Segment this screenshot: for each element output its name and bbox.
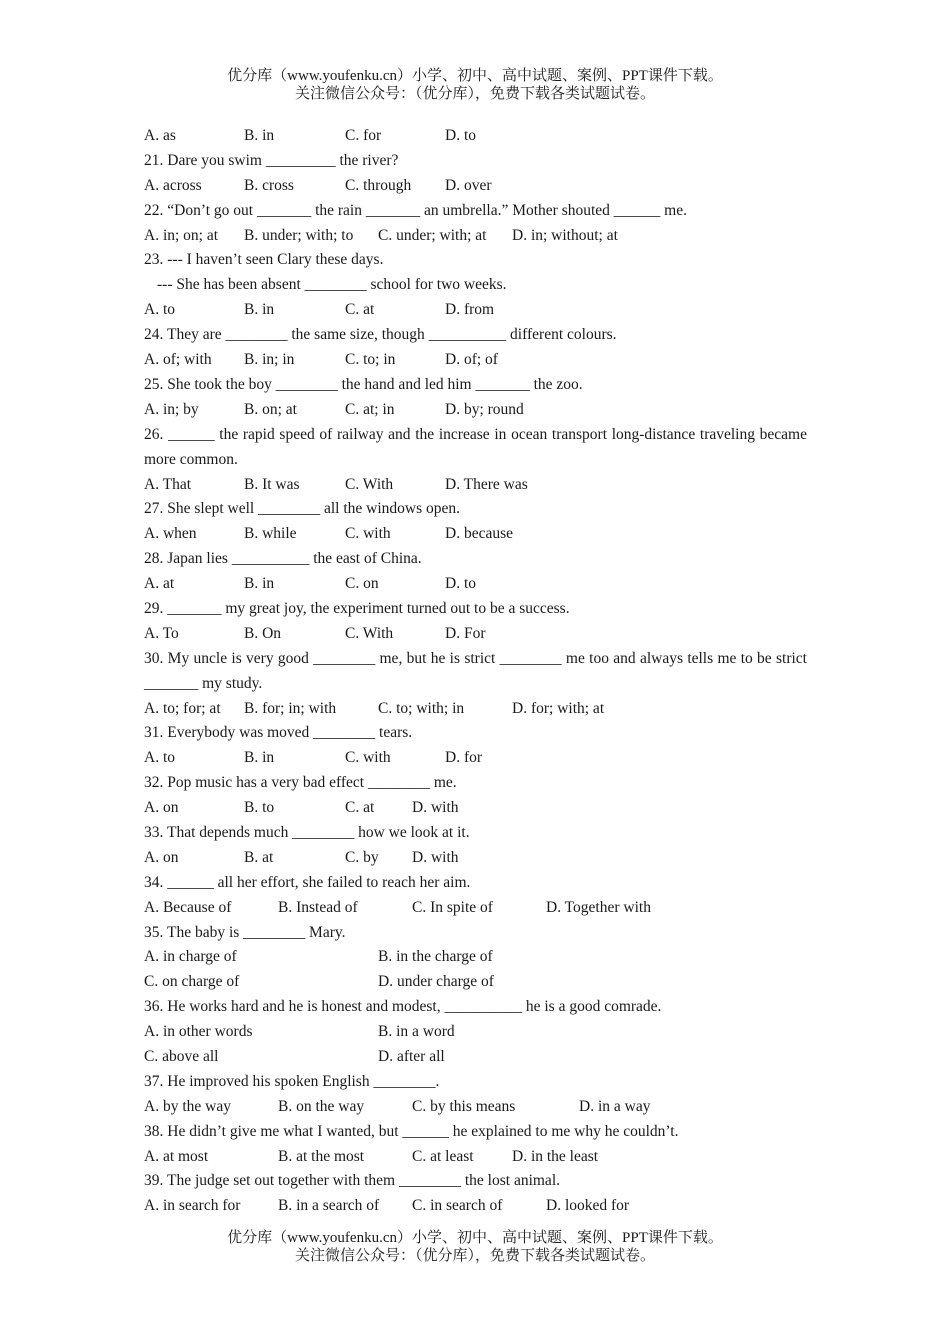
q39-option-d: D. looked for xyxy=(546,1197,630,1215)
q21-options xyxy=(144,174,807,199)
q34-option-a: A. Because of xyxy=(144,898,232,916)
q23-option-d: D. from xyxy=(445,301,495,319)
q21-option-b: B. cross xyxy=(244,176,294,194)
q29-options xyxy=(144,622,807,647)
q35-option-b: B. in the charge of xyxy=(378,948,493,966)
q38-option-c: C. at least xyxy=(412,1147,474,1165)
q32-option-c: C. at xyxy=(345,799,375,817)
q33-stem: 33. That depends much ________ how we look at it. xyxy=(144,824,470,841)
q25-option-c: C. at; in xyxy=(345,400,395,418)
q34-stem: 34. ______ all her effort, she failed to reach her aim. xyxy=(144,873,471,891)
q27-option-a: A. when xyxy=(144,525,197,543)
q36-options-row-2 xyxy=(144,1045,807,1070)
header-line-2: 关注微信公众号：（优分库），免费下载各类试题试卷。 xyxy=(294,86,655,102)
q21-option-d: D. over xyxy=(445,176,492,194)
q31-option-b: B. in xyxy=(244,749,275,767)
footer-line-1: 优分库（www.youfenku.cn）小学、初中、高中试题、案例、PPT课件下载。 xyxy=(227,1230,723,1246)
q35-options-row-2 xyxy=(144,970,807,995)
q23-stem: 23. --- I haven’t seen Clary these days. xyxy=(144,251,384,269)
q34-option-c: C. In spite of xyxy=(412,898,493,916)
q29-option-a: A. To xyxy=(144,624,179,642)
q28-stem: 28. Japan lies __________ the east of China. xyxy=(144,550,422,568)
header-line-1: 优分库（www.youfenku.cn）小学、初中、高中试题、案例、PPT课件下载。 xyxy=(227,68,723,84)
q25-option-b: B. on; at xyxy=(244,400,297,418)
q37-stem: 37. He improved his spoken English ________. xyxy=(144,1072,440,1090)
q34-options xyxy=(144,896,807,921)
q23-option-a: A. to xyxy=(144,301,175,319)
q27-option-b: B. while xyxy=(244,525,297,543)
q39-option-c: C. in search of xyxy=(412,1197,503,1215)
q29-option-d: D. For xyxy=(445,624,486,642)
q35-options-row-1 xyxy=(144,945,807,970)
q29-option-c: C. With xyxy=(345,624,394,642)
q27-option-c: C. with xyxy=(345,525,391,543)
q30-option-d: D. for; with; at xyxy=(512,699,605,717)
q23-stem-reply: --- She has been absent ________ school for two weeks. xyxy=(157,276,507,294)
q35-option-a: A. in charge of xyxy=(144,948,237,966)
q26-option-c: C. With xyxy=(345,475,394,493)
q28-option-c: C. on xyxy=(345,575,379,593)
q38-option-b: B. at the most xyxy=(278,1147,365,1165)
q24-option-b: B. in; in xyxy=(244,351,295,369)
q36-option-d: D. after all xyxy=(378,1048,445,1066)
q26-option-a: A. That xyxy=(144,475,192,493)
q36-option-b: B. in a word xyxy=(378,1023,455,1041)
q37-option-d: D. in a way xyxy=(579,1097,651,1115)
q36-option-a: A. in other words xyxy=(144,1023,253,1041)
q27-stem: 27. She slept well ________ all the windows open. xyxy=(144,500,460,518)
q36-options-row-1 xyxy=(144,1020,807,1045)
page-footer xyxy=(0,1229,950,1265)
q24-option-a: A. of; with xyxy=(144,351,212,369)
q37-option-a: A. by the way xyxy=(144,1097,231,1115)
q27-option-d: D. because xyxy=(445,525,513,543)
q31-option-d: D. for xyxy=(445,749,483,767)
q35-stem: 35. The baby is ________ Mary. xyxy=(144,923,346,941)
q34-option-b: B. Instead of xyxy=(278,898,358,916)
q31-stem: 31. Everybody was moved ________ tears. xyxy=(144,724,413,742)
q20-option-c: C. for xyxy=(345,127,382,144)
q23-option-c: C. at xyxy=(345,301,375,319)
q20-options xyxy=(144,124,807,149)
q29-stem: 29. _______ my great joy, the experiment turned out to be a success. xyxy=(144,599,570,617)
q23-options xyxy=(144,298,807,323)
q26-options xyxy=(144,473,807,498)
q39-option-b: B. in a search of xyxy=(278,1197,380,1215)
q26-option-b: B. It was xyxy=(244,475,300,493)
q26-option-d: D. There was xyxy=(445,475,528,493)
q21-stem: 21. Dare you swim _________ the river? xyxy=(144,151,399,169)
q35-option-c: C. on charge of xyxy=(144,973,240,991)
q30-stem: 30. My uncle is very good ________ me, but he is strict ________ me too and always tells me to be strict _______ my study. xyxy=(144,649,807,692)
q20-option-d: D. to xyxy=(445,127,476,144)
q25-option-d: D. by; round xyxy=(445,400,524,418)
q36-option-c: C. above all xyxy=(144,1048,219,1066)
q22-option-b: B. under; with; to xyxy=(244,226,354,244)
q30-option-b: B. for; in; with xyxy=(244,699,337,717)
q38-option-d: D. in the least xyxy=(512,1147,599,1165)
q24-stem: 24. They are ________ the same size, though __________ different colours. xyxy=(144,326,617,344)
q37-option-c: C. by this means xyxy=(412,1097,516,1115)
q37-option-b: B. on the way xyxy=(278,1097,365,1115)
q33-option-b: B. at xyxy=(244,848,274,866)
q32-option-d: D. with xyxy=(412,799,459,817)
q36-stem: 36. He works hard and he is honest and modest, __________ he is a good comrade. xyxy=(144,998,662,1016)
q33-option-c: C. by xyxy=(345,848,379,866)
q22-option-a: A. in; on; at xyxy=(144,226,219,244)
q31-options xyxy=(144,746,807,771)
q39-stem: 39. The judge set out together with them ________ the lost animal. xyxy=(144,1172,560,1190)
q23-option-b: B. in xyxy=(244,301,275,319)
page-header xyxy=(0,67,950,103)
q33-option-a: A. on xyxy=(144,848,179,866)
q24-option-d: D. of; of xyxy=(445,351,498,369)
q22-option-c: C. under; with; at xyxy=(378,226,487,244)
q31-option-c: C. with xyxy=(345,749,391,767)
question-list xyxy=(144,124,807,1219)
q35-option-d: D. under charge of xyxy=(378,973,494,991)
q30-option-a: A. to; for; at xyxy=(144,699,221,717)
q22-options xyxy=(144,224,807,249)
q21-option-c: C. through xyxy=(345,176,412,194)
q21-option-a: A. across xyxy=(144,176,202,194)
q20-option-a: A. as xyxy=(144,127,176,144)
footer-line-2: 关注微信公众号：（优分库），免费下载各类试题试卷。 xyxy=(294,1248,655,1264)
q29-option-b: B. On xyxy=(244,624,282,642)
q32-stem: 32. Pop music has a very bad effect ________ me. xyxy=(144,774,457,792)
q25-stem: 25. She took the boy ________ the hand and led him _______ the zoo. xyxy=(144,375,583,393)
q39-options xyxy=(144,1194,807,1219)
q27-options xyxy=(144,522,807,547)
q33-options xyxy=(144,846,807,871)
q39-option-a: A. in search for xyxy=(144,1197,241,1215)
q20-option-b: B. in xyxy=(244,127,275,144)
q34-option-d: D. Together with xyxy=(546,898,651,916)
q38-option-a: A. at most xyxy=(144,1147,209,1165)
q38-stem: 38. He didn’t give me what I wanted, but ______ he explained to me why he couldn’t. xyxy=(144,1122,679,1140)
q28-option-b: B. in xyxy=(244,575,275,593)
q24-option-c: C. to; in xyxy=(345,351,396,369)
q22-stem: 22. “Don’t go out _______ the rain _______ an umbrella.” Mother shouted ______ me. xyxy=(144,201,687,219)
q28-option-d: D. to xyxy=(445,575,476,593)
q30-options xyxy=(144,697,807,722)
q28-options xyxy=(144,572,807,597)
q33-option-d: D. with xyxy=(412,848,459,866)
q32-option-b: B. to xyxy=(244,799,275,817)
q37-options xyxy=(144,1095,807,1120)
q32-option-a: A. on xyxy=(144,799,179,817)
q30-option-c: C. to; with; in xyxy=(378,699,465,717)
q31-option-a: A. to xyxy=(144,749,175,767)
q25-option-a: A. in; by xyxy=(144,400,199,418)
q38-options xyxy=(144,1145,807,1170)
q28-option-a: A. at xyxy=(144,575,175,593)
q26-stem: 26. ______ the rapid speed of railway and the increase in ocean transport long-distance traveling became more common. xyxy=(144,425,807,468)
q32-options xyxy=(144,796,807,821)
q25-options xyxy=(144,398,807,423)
q22-option-d: D. in; without; at xyxy=(512,226,618,244)
q24-options xyxy=(144,348,807,373)
